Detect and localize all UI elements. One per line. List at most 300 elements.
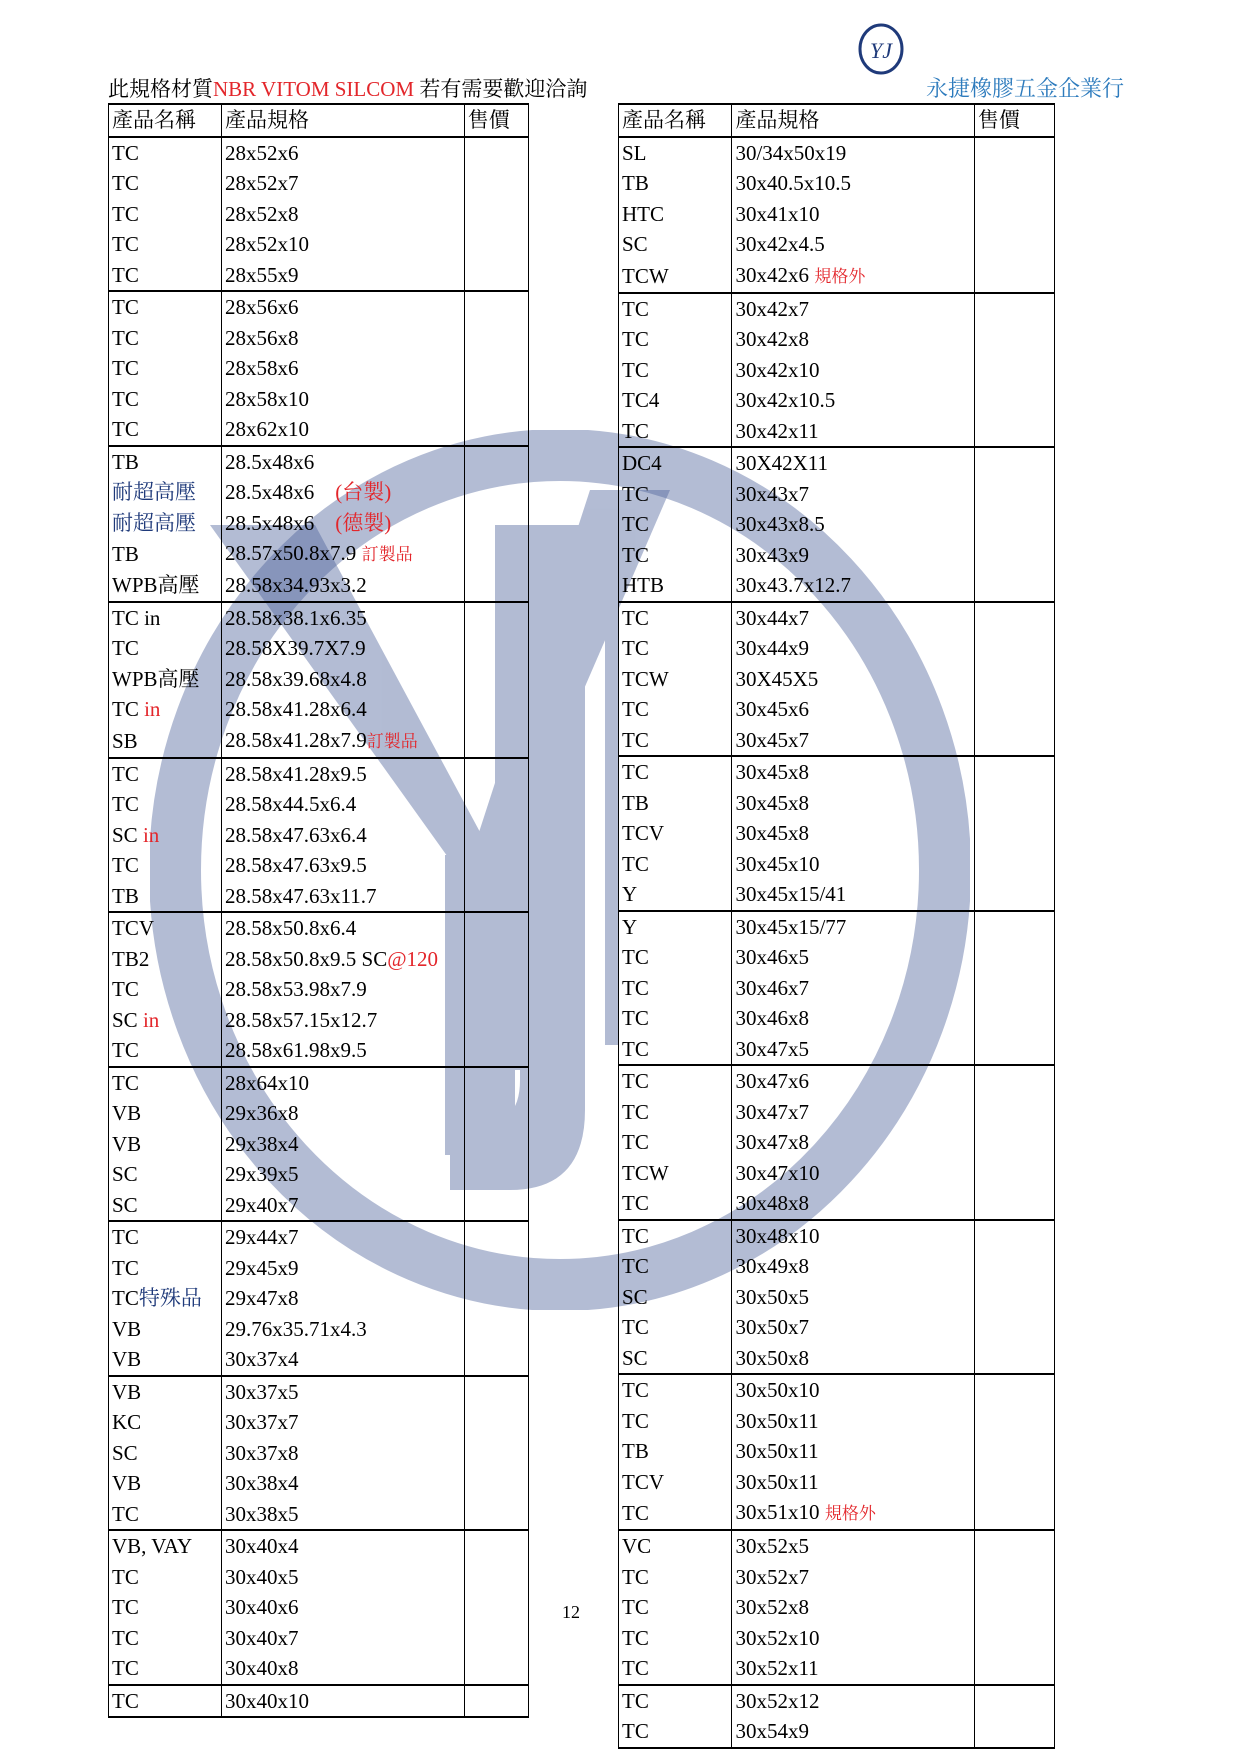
cell-price bbox=[974, 1530, 1054, 1562]
table-row bbox=[109, 414, 529, 446]
cell-product-spec bbox=[222, 323, 465, 354]
product-spec-value: 30x43x8.5 bbox=[735, 512, 825, 537]
product-spec-value: 28x56x6 bbox=[225, 295, 299, 320]
table-row bbox=[109, 758, 529, 790]
cell-product-spec bbox=[222, 850, 465, 881]
cell-product-type bbox=[619, 1158, 732, 1189]
cell-product-spec bbox=[732, 942, 974, 973]
cell-product-type bbox=[109, 1592, 222, 1623]
cell-product-spec bbox=[732, 137, 974, 169]
product-type-label: TC bbox=[622, 1191, 649, 1216]
cell-product-type bbox=[109, 1067, 222, 1099]
product-spec-value: 30x42x6 bbox=[735, 262, 809, 287]
cell-product-spec bbox=[732, 1436, 974, 1467]
product-spec-value: 29x39x5 bbox=[225, 1162, 299, 1187]
cell-price bbox=[974, 137, 1054, 169]
product-type-label: KC bbox=[112, 1410, 142, 1435]
cell-price bbox=[464, 1129, 528, 1160]
table-row bbox=[619, 1436, 1055, 1467]
table-row bbox=[619, 385, 1055, 416]
cell-price bbox=[974, 942, 1054, 973]
table-row bbox=[109, 137, 529, 169]
cell-price bbox=[464, 1468, 528, 1499]
cell-price bbox=[464, 912, 528, 944]
product-type-label: TC bbox=[622, 1688, 649, 1713]
table-row bbox=[109, 1098, 529, 1129]
product-spec-value: 30x43x7 bbox=[735, 481, 809, 506]
cell-product-type bbox=[619, 973, 732, 1004]
cell-product-type bbox=[109, 291, 222, 323]
table-row bbox=[109, 633, 529, 664]
product-type-label: TC bbox=[622, 851, 649, 876]
spec-note: (德製) bbox=[314, 510, 392, 535]
cell-price bbox=[974, 509, 1054, 540]
cell-price bbox=[974, 1497, 1054, 1530]
table-row bbox=[619, 137, 1055, 169]
cell-price bbox=[974, 199, 1054, 230]
cell-price bbox=[974, 694, 1054, 725]
product-spec-value: 30x38x4 bbox=[225, 1471, 299, 1496]
cell-product-spec bbox=[732, 1034, 974, 1066]
table-row bbox=[619, 849, 1055, 880]
product-type-label: TC bbox=[112, 417, 139, 442]
cell-price bbox=[974, 570, 1054, 602]
cell-price bbox=[974, 447, 1054, 479]
table-row bbox=[619, 1467, 1055, 1498]
table-row bbox=[109, 477, 529, 508]
cell-product-spec bbox=[222, 1005, 465, 1036]
cell-price bbox=[464, 1592, 528, 1623]
cell-product-spec bbox=[732, 911, 974, 943]
cell-product-type bbox=[619, 260, 732, 293]
product-type-label: TC bbox=[622, 605, 649, 630]
table-row bbox=[109, 1067, 529, 1099]
cell-product-spec bbox=[732, 540, 974, 571]
product-spec-value: 30x45x7 bbox=[735, 727, 809, 752]
cell-product-type bbox=[109, 820, 222, 851]
cell-product-type bbox=[619, 509, 732, 540]
cell-product-type bbox=[619, 1406, 732, 1437]
cell-product-spec bbox=[732, 355, 974, 386]
table-row bbox=[109, 1221, 529, 1253]
product-type-label: TC bbox=[622, 542, 649, 567]
spec-note: 規格外 bbox=[808, 266, 866, 287]
product-spec-value: 30x45x8 bbox=[735, 790, 809, 815]
product-spec-value: 30x46x8 bbox=[735, 1006, 809, 1031]
cell-product-type bbox=[109, 414, 222, 446]
product-spec-value: 28.5x48x6 bbox=[225, 510, 315, 535]
cell-product-type bbox=[109, 1159, 222, 1190]
cell-product-type bbox=[109, 758, 222, 790]
cell-product-spec bbox=[222, 633, 465, 664]
cell-product-type bbox=[619, 199, 732, 230]
cell-price bbox=[974, 1312, 1054, 1343]
product-type-label: TC bbox=[622, 945, 649, 970]
product-type-label: WPB高壓 bbox=[112, 573, 200, 598]
cell-price bbox=[974, 1003, 1054, 1034]
cell-product-spec bbox=[222, 291, 465, 323]
cell-product-spec bbox=[222, 1438, 465, 1469]
product-type-label: SC bbox=[112, 1192, 138, 1217]
cell-price bbox=[974, 1406, 1054, 1437]
cell-product-spec bbox=[222, 1623, 465, 1654]
product-type-label: TC bbox=[622, 512, 649, 537]
product-type-suffix: in bbox=[137, 1007, 160, 1032]
product-spec-value: 29x47x8 bbox=[225, 1286, 299, 1311]
product-type-label: TC bbox=[622, 1408, 649, 1433]
table-row bbox=[109, 1499, 529, 1531]
cell-price bbox=[464, 1283, 528, 1314]
table-row bbox=[619, 1530, 1055, 1562]
cell-price bbox=[464, 789, 528, 820]
cell-product-type bbox=[619, 1312, 732, 1343]
product-spec-value: 28x52x8 bbox=[225, 201, 299, 226]
cell-product-type bbox=[619, 756, 732, 788]
product-spec-value: 28.58x57.15x12.7 bbox=[225, 1007, 378, 1032]
cell-product-spec bbox=[732, 509, 974, 540]
product-spec-value: 30x38x5 bbox=[225, 1501, 299, 1526]
product-spec-value: 30/34x50x19 bbox=[735, 140, 847, 165]
cell-product-type bbox=[109, 1129, 222, 1160]
product-spec-value: 28.5x48x6 bbox=[225, 449, 315, 474]
table-row bbox=[109, 570, 529, 602]
product-spec-value: 28.58x47.63x11.7 bbox=[225, 883, 377, 908]
cell-product-type bbox=[619, 1343, 732, 1375]
product-type-label: TC bbox=[112, 853, 139, 878]
table-row bbox=[619, 1497, 1055, 1530]
table-row bbox=[109, 1344, 529, 1376]
product-type-label: TC bbox=[112, 1656, 139, 1681]
cell-price bbox=[464, 323, 528, 354]
table-row bbox=[619, 1406, 1055, 1437]
cell-product-spec bbox=[732, 1497, 974, 1530]
table-row bbox=[109, 1438, 529, 1469]
cell-price bbox=[974, 1097, 1054, 1128]
cell-price bbox=[974, 479, 1054, 510]
table-row bbox=[109, 1314, 529, 1345]
product-type-label: TC bbox=[112, 171, 139, 196]
cell-product-spec bbox=[732, 694, 974, 725]
cell-product-type bbox=[619, 664, 732, 695]
table-row bbox=[109, 974, 529, 1005]
product-spec-value: 28x62x10 bbox=[225, 417, 310, 442]
table-row bbox=[619, 1034, 1055, 1066]
cell-price bbox=[464, 1623, 528, 1654]
cell-product-type bbox=[109, 260, 222, 292]
cell-product-type bbox=[109, 323, 222, 354]
product-spec-value: 30x40x6 bbox=[225, 1595, 299, 1620]
product-type-label: TC bbox=[622, 1501, 649, 1525]
cell-product-spec bbox=[222, 1314, 465, 1345]
cell-price bbox=[464, 538, 528, 570]
cell-product-spec bbox=[222, 1376, 465, 1408]
cell-product-spec bbox=[222, 725, 465, 758]
table-row bbox=[109, 944, 529, 975]
product-spec-value: 28.58x41.28x7.9 bbox=[225, 727, 367, 752]
cell-product-spec bbox=[222, 260, 465, 292]
product-type-label: TC bbox=[112, 1070, 139, 1095]
cell-product-spec bbox=[732, 479, 974, 510]
cell-product-type bbox=[619, 1562, 732, 1593]
cell-price bbox=[464, 725, 528, 758]
cell-product-type bbox=[109, 1499, 222, 1531]
cell-product-spec bbox=[222, 1685, 465, 1718]
cell-product-type bbox=[109, 1562, 222, 1593]
cell-product-spec bbox=[732, 1220, 974, 1252]
col-header-type: 產品名稱 bbox=[109, 104, 222, 137]
product-spec-value: 30x41x10 bbox=[735, 201, 820, 226]
cell-product-type bbox=[619, 1653, 732, 1685]
product-type-label: TC bbox=[622, 1378, 649, 1403]
product-spec-value: 29x38x4 bbox=[225, 1131, 299, 1156]
product-type-label: TC bbox=[112, 295, 139, 320]
cell-product-type bbox=[619, 694, 732, 725]
cell-product-spec bbox=[732, 1251, 974, 1282]
cell-product-spec bbox=[732, 1592, 974, 1623]
product-spec-value: 28.58x53.98x7.9 bbox=[225, 977, 367, 1002]
cell-product-spec bbox=[222, 1530, 465, 1562]
product-type-label: TC bbox=[622, 1099, 649, 1124]
spec-note: 訂製品 bbox=[356, 545, 413, 565]
product-type-label: TC bbox=[622, 1656, 649, 1681]
table-row bbox=[109, 291, 529, 323]
col-header-price: 售價 bbox=[464, 104, 528, 137]
table-row bbox=[619, 633, 1055, 664]
cell-product-spec bbox=[732, 168, 974, 199]
product-spec-value: 30x46x5 bbox=[735, 945, 809, 970]
product-type-label: VB bbox=[112, 1316, 142, 1341]
product-spec-value: 30x45x8 bbox=[735, 821, 809, 846]
product-spec-value: 30x47x8 bbox=[735, 1130, 809, 1155]
cell-price bbox=[974, 1251, 1054, 1282]
cell-product-type bbox=[109, 912, 222, 944]
cell-price bbox=[974, 756, 1054, 788]
product-spec-value: 28x52x6 bbox=[225, 140, 299, 165]
product-type-label: TC bbox=[112, 977, 139, 1002]
cell-price bbox=[464, 1499, 528, 1531]
table-row bbox=[619, 756, 1055, 788]
cell-price bbox=[464, 168, 528, 199]
product-type-label: TC bbox=[622, 697, 649, 722]
cell-price bbox=[464, 1376, 528, 1408]
cell-product-spec bbox=[732, 725, 974, 757]
cell-product-type bbox=[619, 1251, 732, 1282]
cell-product-type bbox=[619, 168, 732, 199]
cell-product-type bbox=[109, 1221, 222, 1253]
product-spec-value: 30x52x12 bbox=[735, 1688, 820, 1713]
cell-product-type bbox=[619, 1467, 732, 1498]
product-spec-value: 28.5x48x6 bbox=[225, 480, 315, 505]
cell-price bbox=[974, 725, 1054, 757]
cell-product-spec bbox=[732, 1158, 974, 1189]
product-type-label: SC bbox=[622, 232, 648, 257]
cell-product-type bbox=[109, 1098, 222, 1129]
notice-prefix: 此規格材質 bbox=[108, 77, 213, 101]
cell-product-spec bbox=[222, 1499, 465, 1531]
cell-product-spec bbox=[732, 879, 974, 911]
cell-product-type bbox=[109, 850, 222, 881]
cell-price bbox=[974, 385, 1054, 416]
cell-product-spec bbox=[732, 324, 974, 355]
product-type-label: DC4 bbox=[622, 451, 662, 476]
cell-product-type bbox=[109, 1468, 222, 1499]
cell-product-type bbox=[109, 477, 222, 508]
cell-price bbox=[464, 1407, 528, 1438]
product-spec-value: 30x42x7 bbox=[735, 296, 809, 321]
table-row bbox=[619, 199, 1055, 230]
product-spec-value: 30x47x6 bbox=[735, 1069, 809, 1094]
cell-product-spec bbox=[222, 137, 465, 169]
cell-price bbox=[464, 881, 528, 913]
product-spec-value: 30x50x8 bbox=[735, 1345, 809, 1370]
cell-product-spec bbox=[222, 1098, 465, 1129]
table-row bbox=[109, 446, 529, 478]
cell-price bbox=[464, 602, 528, 634]
cell-product-type bbox=[109, 694, 222, 725]
cell-product-spec bbox=[222, 912, 465, 944]
cell-product-spec bbox=[222, 1283, 465, 1314]
cell-product-type bbox=[619, 602, 732, 634]
cell-product-type bbox=[109, 1653, 222, 1685]
cell-product-type bbox=[109, 538, 222, 570]
col-header-spec: 產品規格 bbox=[222, 104, 465, 137]
cell-product-spec bbox=[222, 414, 465, 446]
cell-product-spec bbox=[732, 1653, 974, 1685]
cell-product-type bbox=[619, 229, 732, 260]
cell-product-type bbox=[619, 1530, 732, 1562]
product-type-label: TC bbox=[622, 760, 649, 785]
product-spec-value: 30x45x15/41 bbox=[735, 882, 847, 907]
cell-product-spec bbox=[732, 447, 974, 479]
cell-price bbox=[464, 758, 528, 790]
table-row bbox=[619, 324, 1055, 355]
cell-product-spec bbox=[732, 1312, 974, 1343]
product-type-label: SC bbox=[112, 1440, 138, 1465]
cell-product-spec bbox=[222, 881, 465, 913]
table-row bbox=[619, 447, 1055, 479]
cell-price bbox=[464, 137, 528, 169]
product-type-label: VB bbox=[112, 1347, 142, 1372]
table-row bbox=[619, 694, 1055, 725]
cell-price bbox=[464, 1005, 528, 1036]
product-type-suffix: in bbox=[138, 605, 161, 630]
table-row bbox=[109, 229, 529, 260]
product-type-label: TC bbox=[112, 262, 139, 287]
cell-product-type bbox=[109, 1253, 222, 1284]
spec-note: 訂製品 bbox=[366, 731, 418, 752]
table-row bbox=[109, 1190, 529, 1222]
product-spec-value: 30x40x4 bbox=[225, 1534, 299, 1559]
table-row bbox=[109, 1530, 529, 1562]
product-spec-value: 30x44x7 bbox=[735, 605, 809, 630]
cell-product-type bbox=[109, 725, 222, 758]
product-type-label: TC4 bbox=[622, 388, 660, 413]
product-type-label: VC bbox=[622, 1534, 652, 1559]
cell-price bbox=[974, 1127, 1054, 1158]
product-type-label: TC bbox=[112, 386, 139, 411]
product-type-label: TC bbox=[622, 481, 649, 506]
table-row bbox=[109, 384, 529, 415]
product-type-suffix: in bbox=[138, 697, 161, 722]
cell-product-type bbox=[619, 385, 732, 416]
cell-product-spec bbox=[732, 756, 974, 788]
product-spec-value: 30x52x7 bbox=[735, 1564, 809, 1589]
table-row bbox=[619, 509, 1055, 540]
table-row bbox=[619, 1220, 1055, 1252]
cell-price bbox=[974, 260, 1054, 293]
cell-price bbox=[974, 1065, 1054, 1097]
cell-price bbox=[974, 1685, 1054, 1717]
cell-price bbox=[464, 1190, 528, 1222]
product-type-label: HTC bbox=[622, 201, 664, 226]
product-type-label: TCW bbox=[622, 1160, 669, 1185]
cell-product-spec bbox=[222, 664, 465, 695]
cell-product-spec bbox=[732, 260, 974, 293]
cell-product-spec bbox=[732, 788, 974, 819]
table-row bbox=[619, 1685, 1055, 1717]
product-type-label: TB bbox=[112, 542, 139, 566]
cell-product-type bbox=[619, 1592, 732, 1623]
product-type-label: TB bbox=[622, 1439, 649, 1464]
product-spec-value: 28.58x47.63x6.4 bbox=[225, 822, 367, 847]
product-spec-value: 30x40x8 bbox=[225, 1656, 299, 1681]
table-row bbox=[619, 1343, 1055, 1375]
cell-product-type bbox=[619, 570, 732, 602]
cell-product-type bbox=[109, 633, 222, 664]
cell-product-type bbox=[109, 664, 222, 695]
cell-product-type bbox=[619, 1065, 732, 1097]
product-spec-value: 30x37x8 bbox=[225, 1440, 299, 1465]
product-spec-value: 28x58x10 bbox=[225, 386, 310, 411]
product-type-label: TC bbox=[622, 1254, 649, 1279]
product-type-label: TC bbox=[622, 1130, 649, 1155]
cell-product-type bbox=[619, 879, 732, 911]
col-header-price: 售價 bbox=[974, 104, 1054, 137]
cell-product-type bbox=[619, 1188, 732, 1220]
product-spec-value: 30x54x9 bbox=[735, 1719, 809, 1744]
product-spec-value: 28.58x47.63x9.5 bbox=[225, 853, 367, 878]
product-spec-value: 30x43.7x12.7 bbox=[735, 573, 851, 598]
cell-product-type bbox=[619, 633, 732, 664]
col-header-spec: 產品規格 bbox=[732, 104, 974, 137]
cell-price bbox=[974, 1716, 1054, 1748]
table-row bbox=[619, 1716, 1055, 1748]
product-spec-value: 30x52x5 bbox=[735, 1534, 809, 1559]
material-notice bbox=[108, 73, 587, 103]
cell-price bbox=[464, 1438, 528, 1469]
cell-product-type bbox=[619, 725, 732, 757]
cell-product-type bbox=[619, 1497, 732, 1530]
cell-product-type bbox=[109, 1344, 222, 1376]
product-spec-value: 30x51x10 bbox=[735, 1500, 820, 1524]
product-type-label: TCV bbox=[622, 1469, 664, 1494]
product-spec-value: 30x45x6 bbox=[735, 697, 809, 722]
table-row bbox=[619, 1097, 1055, 1128]
table-row bbox=[619, 229, 1055, 260]
product-type-label: HTB bbox=[622, 573, 664, 598]
product-spec-value: 30x45x8 bbox=[735, 760, 809, 785]
cell-price bbox=[464, 850, 528, 881]
product-spec-value: 28x52x7 bbox=[225, 171, 299, 196]
cell-product-type bbox=[619, 416, 732, 448]
cell-product-type bbox=[109, 1035, 222, 1067]
cell-price bbox=[464, 1253, 528, 1284]
table-row bbox=[619, 1003, 1055, 1034]
product-spec-value: 30x50x10 bbox=[735, 1378, 820, 1403]
cell-product-spec bbox=[222, 1190, 465, 1222]
cell-product-spec bbox=[222, 1468, 465, 1499]
cell-product-spec bbox=[222, 570, 465, 602]
